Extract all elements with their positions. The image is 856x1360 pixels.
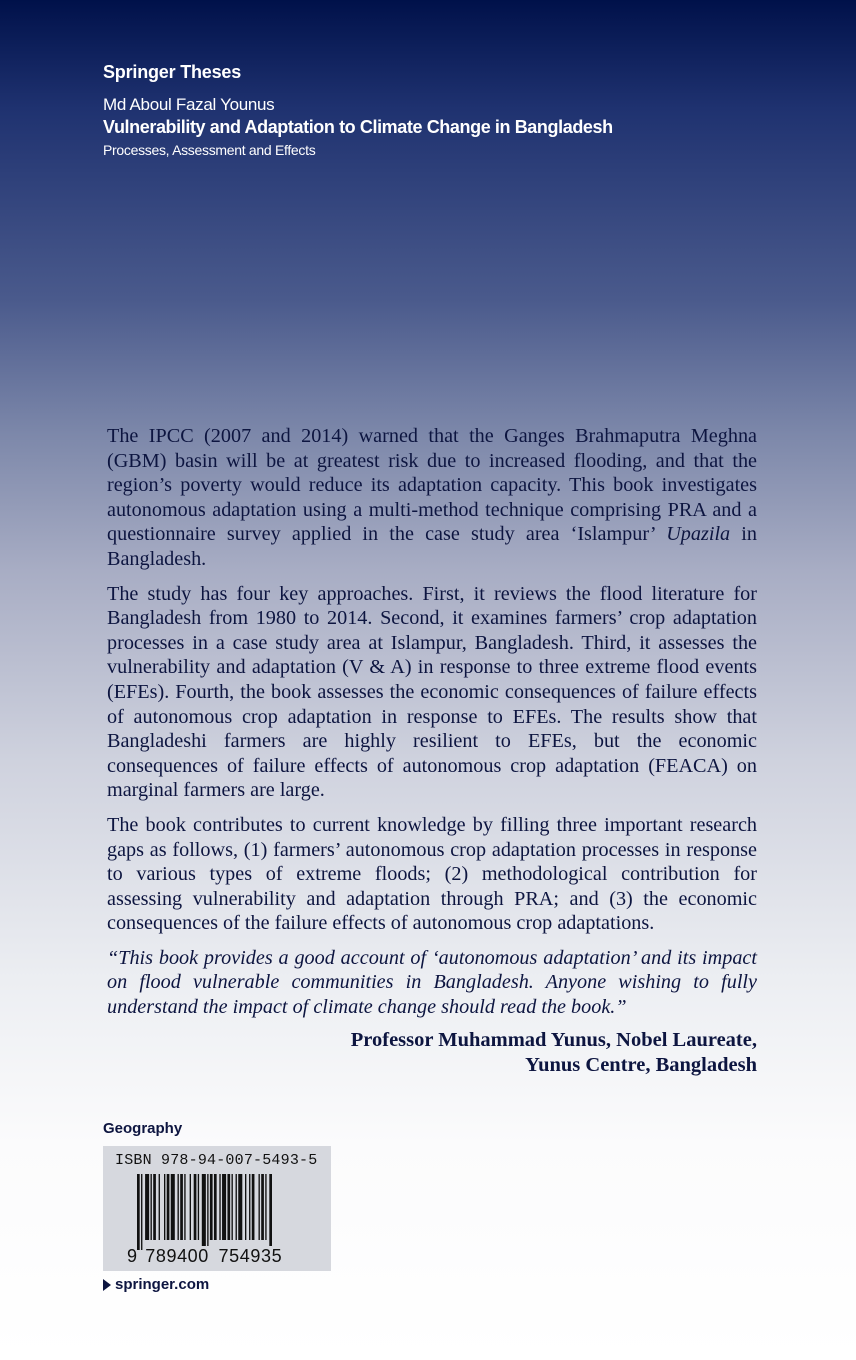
endorsement-quote: “This book provides a good account of ‘autonomous adaptation’ and its impact on flood vulnerable communities in Bangladesh. Anyone wishing to fully understand the impact of climate change should read the book.” — [107, 946, 757, 1019]
barcode-bar — [153, 1174, 156, 1240]
blurb-paragraph-3: The book contributes to current knowledge by filling three important research gaps as follows, (1) farmers’ autonomous crop adaptation processes in response to various types of extreme floods; (2) methodological contribution for assessing vulnerability and adaptation through PRA; and (3) the economic consequences of the failure effects of autonomous crop adaptations. — [107, 813, 757, 935]
barcode-bar — [178, 1174, 179, 1240]
endorsement-attribution — [107, 1028, 757, 1078]
barcode-bar — [232, 1174, 233, 1240]
barcode-bar — [145, 1174, 149, 1240]
barcode-first-digit: 9 — [127, 1246, 138, 1266]
barcode-bar — [245, 1174, 246, 1240]
barcode-digits — [127, 1246, 284, 1267]
isbn-number: ISBN 978-94-007-5493-5 — [115, 1152, 318, 1169]
play-arrow-icon — [103, 1279, 111, 1291]
blurb-p1-end: in Bangladesh. — [107, 523, 758, 570]
barcode-bar — [236, 1174, 237, 1240]
barcode-bars — [137, 1174, 309, 1250]
barcode-group-2: 754935 — [218, 1246, 283, 1266]
barcode-group-1: 789400 — [145, 1246, 209, 1266]
isbn-barcode — [103, 1146, 331, 1271]
barcode-bar — [137, 1174, 140, 1250]
subject-category: Geography — [103, 1120, 183, 1137]
attribution-line-1: Professor Muhammad Yunus, Nobel Laureate, — [350, 1028, 757, 1051]
barcode-bar — [207, 1174, 208, 1250]
barcode-bar — [141, 1174, 142, 1250]
barcode-bar — [238, 1174, 242, 1240]
barcode-bar — [252, 1174, 255, 1240]
barcode-bar — [261, 1174, 264, 1240]
barcode-bar — [151, 1174, 152, 1240]
blurb-paragraph-1 — [107, 424, 757, 572]
barcode-bar — [269, 1174, 272, 1250]
book-title: Vulnerability and Adaptation to Climate Change in Bangladesh — [103, 117, 613, 137]
barcode-bar — [202, 1174, 206, 1250]
barcode-bar — [219, 1174, 220, 1240]
blurb-p1-text: The IPCC (2007 and 2014) warned that the Ganges Brahmaputra Meghna (GBM) basin will be at greatest risk due to increased flooding, and that the region’s poverty would reduce its adaptation capacity. This book investigates autonomous adaptation using a multi-method technique comprising PRA and a questionnaire survey applied in the case study area ‘Islampur’ — [107, 425, 757, 546]
barcode-bar — [164, 1174, 165, 1240]
barcode-bar — [210, 1174, 213, 1240]
back-cover-blurb — [107, 424, 757, 1078]
barcode-bar — [194, 1174, 197, 1240]
barcode-bar — [171, 1174, 175, 1240]
barcode-bar — [198, 1174, 199, 1240]
website-url[interactable]: springer.com — [115, 1276, 210, 1293]
barcode-bar — [214, 1174, 217, 1240]
book-subtitle: Processes, Assessment and Effects — [103, 142, 316, 158]
barcode-bar — [184, 1174, 185, 1240]
attribution-line-2: Yunus Centre, Bangladesh — [525, 1053, 757, 1076]
series-name: Springer Theses — [103, 62, 242, 82]
barcode-bar — [159, 1174, 160, 1240]
website-link[interactable] — [103, 1276, 209, 1293]
barcode-bar — [227, 1174, 230, 1240]
barcode-bar — [180, 1174, 183, 1240]
barcode-bar — [167, 1174, 170, 1240]
barcode-bar — [265, 1174, 266, 1240]
barcode-bar — [249, 1174, 250, 1240]
barcode-bar — [190, 1174, 191, 1240]
author-name: Md Aboul Fazal Younus — [103, 95, 275, 114]
barcode-bar — [222, 1174, 226, 1240]
cover-header — [103, 62, 613, 158]
blurb-paragraph-2: The study has four key approaches. First, it reviews the flood literature for Bangladesh from 1980 to 2014. Second, it examines farmers’ crop adaptation processes in a case study area at Islampur, Bangladesh. Third, it assesses the vulnerability and adaptation (V & A) in response to three extreme flood events (EFEs). Fourth, the book assesses the economic consequences of failure effects of autonomous crop adaptation in response to EFEs. The results show that Bangladeshi farmers are highly resilient to EFEs, but the economic consequences of failure effects of autonomous crop adaptation (FEACA) on marginal farmers are large. — [107, 582, 757, 802]
barcode-bar — [259, 1174, 260, 1240]
blurb-p1-italic: Upazila — [666, 523, 731, 546]
